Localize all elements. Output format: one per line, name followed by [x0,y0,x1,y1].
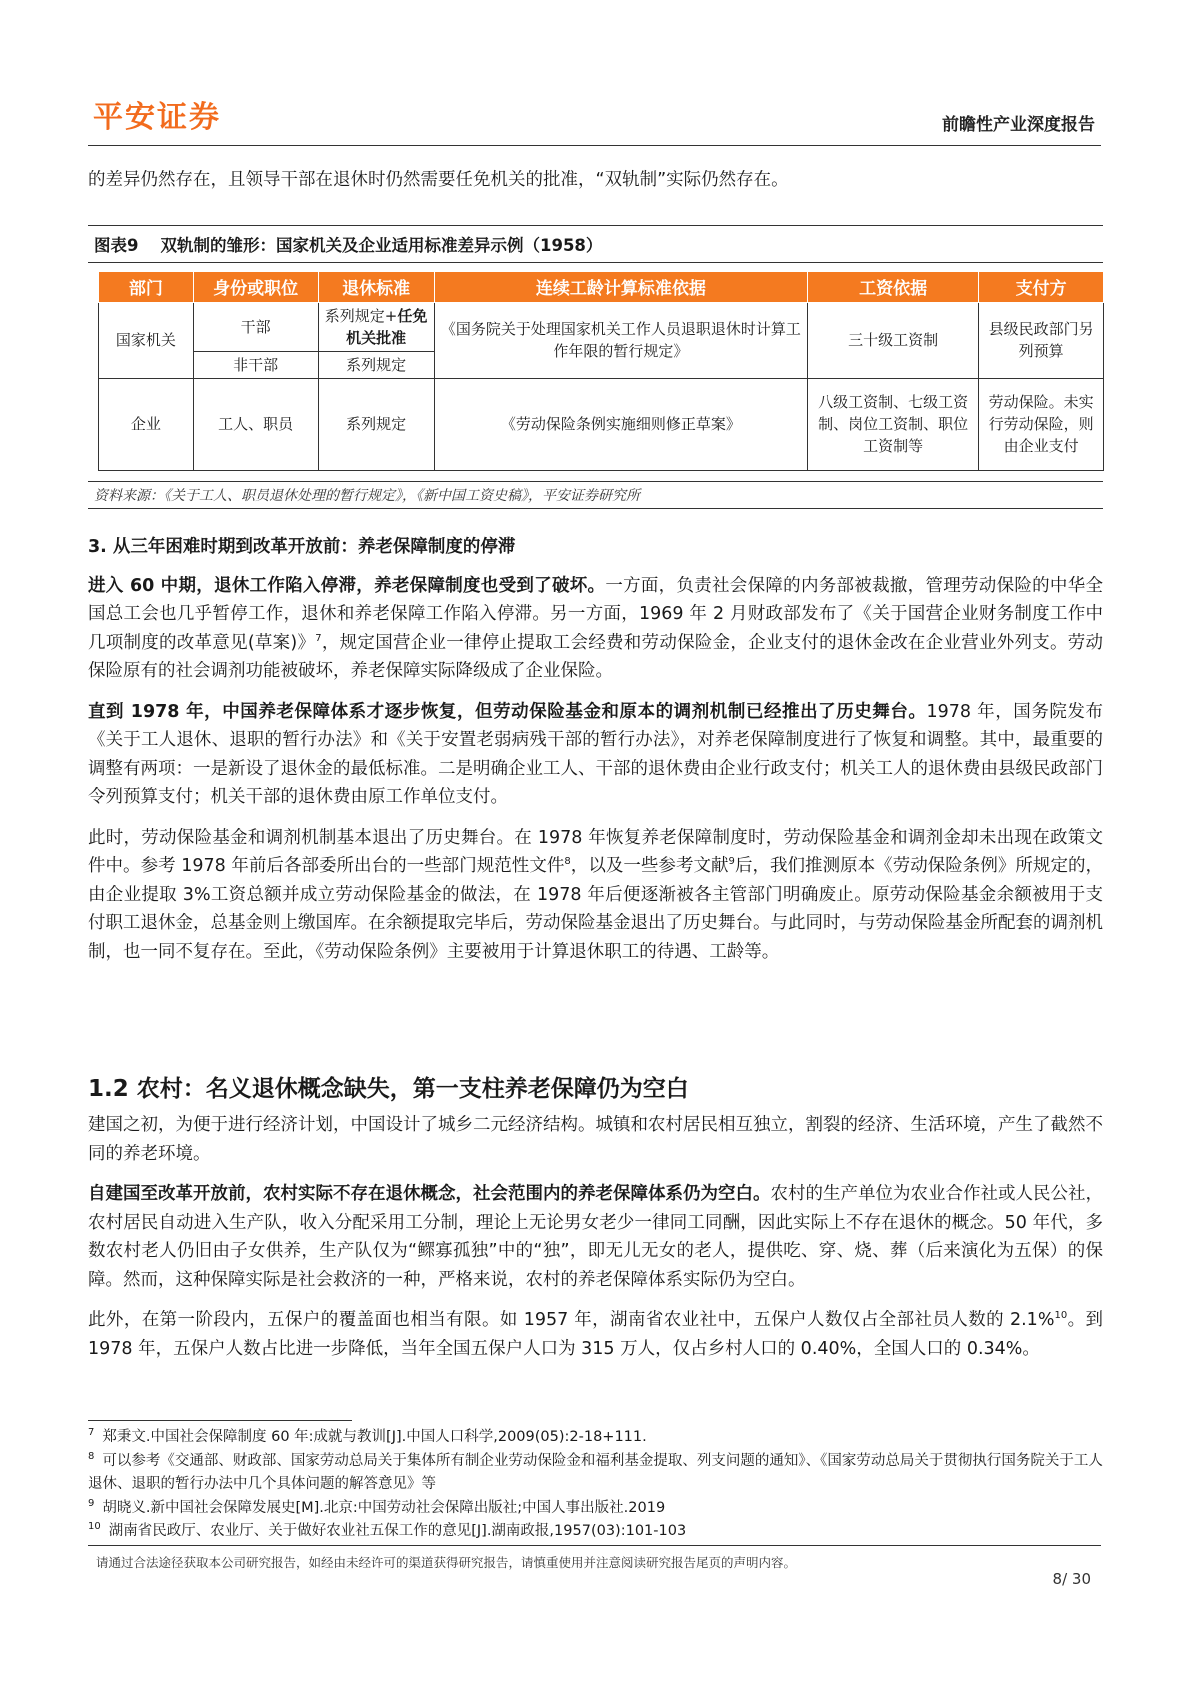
paragraph-text: 此时，劳动保险基金和调剂机制基本退出了历史舞台。在 1978 年恢复养老保障制度时，劳动保险基金和调剂金却未出现在政策文件中。参考 1978 年前后各部委所出台的一些部门规范性文件 [88,827,1103,876]
table-cell: 系列规定 [318,351,434,378]
paragraph [88,1306,1103,1363]
paragraph-lead: 直到 1978 年，中国养老保障体系才逐步恢复，但劳动保险基金和原本的调剂机制已经推出了历史舞台。 [88,701,927,722]
column-header: 支付方 [979,271,1104,302]
report-type: 前瞻性产业深度报告 [942,115,1095,135]
paragraph [88,698,1103,812]
footer-divider [88,1545,1101,1546]
paragraph-text: 。到 1978 年，五保户人数占比进一步降低，当年全国五保户人口为 315 万人，仅占乡村人口的 0.40%，全国人口的 0.34%。 [88,1310,1104,1359]
paragraph [88,1180,1103,1294]
figure-title: 双轨制的雏形：国家机关及企业适用标准差异示例（1958） [160,235,603,255]
paragraph-text: 此外，在第一阶段内，五保户的覆盖面也相当有限。如 1957 年，湖南省农业社中，五保户人数仅占全部社员人数的 2.1% [88,1310,1055,1330]
paragraph-text: 一方面，负责社会保障的内务部被裁撤，管理劳动保险的中华全国总工会也几乎暂停工作，退休和养老保障工作陷入停滞。另一方面，1969 年 2 月财政部发布了《关于国营企业财务制度工作中几项制度的改革意见(草案)》 [88,575,1104,653]
table-cell: 《国务院关于处理国家机关工作人员退职退休时计算工作年限的暂行规定》 [434,302,807,378]
footnote-ref[interactable]: 7 [315,632,322,644]
footnotes [88,1426,1103,1544]
paragraph-lead: 自建国至改革开放前，农村实际不存在退休概念，社会范围内的养老保障体系仍为空白。 [88,1184,771,1204]
table-row [99,378,1104,470]
page-number: 8/ 30 [1052,1570,1091,1588]
footnote [88,1426,1103,1450]
table-cell: 系列规定 [318,378,434,470]
page-content [88,166,1103,1363]
cell-text: 系列规定+ [324,306,398,325]
paragraph-text: 农村的生产单位为农业合作社或人民公社，农村居民自动进入生产队，收入分配采用工分制，理论上无论男女老少一律同工同酬，因此实际上不存在退休的概念。50 年代，多数农村老人仍旧由子女供养，生产队仅为“鳏寡孤独”中的“独”，即无儿无女的老人，提供吃、穿、烧、葬（后来演化为五保）的保障。然而，这种保障实际是社会救济的一种，严格来说，农村的养老保障体系实际仍为空白。 [88,1184,1103,1290]
table-cell [318,302,434,351]
column-header: 连续工龄计算标准依据 [434,271,807,302]
brand-logo: 平安证券 [93,100,221,135]
footnote [88,1520,1103,1544]
column-header: 部门 [99,271,194,302]
footnote [88,1450,1103,1497]
footnote-text: 胡晓义.新中国社会保障发展史[M].北京:中国劳动社会保障出版社;中国人事出版社.2019 [102,1499,666,1516]
paragraph [88,824,1103,967]
footnote-ref[interactable]: 10 [1054,1310,1068,1322]
table-cell: 非干部 [193,351,318,378]
intro-line: 的差异仍然存在，且领导干部在退休时仍然需要任免机关的批准，“双轨制”实际仍然存在。 [88,170,789,190]
paragraph: 建国之初，为便于进行经济计划，中国设计了城乡二元经济结构。城镇和农村居民相互独立，割裂的经济、生活环境，产生了截然不同的养老环境。 [88,1115,1103,1164]
footnote-text: 湖南省民政厅、农业厅、关于做好农业社五保工作的意见[J].湖南政报,1957(03):101-103 [108,1523,687,1539]
paragraph-text: ，以及一些参考文献 [570,856,729,876]
paragraph-text: 后，我们推测原本《劳动保险条例》所规定的，由企业提取 3%工资总额并成立劳动保险基金的做法，在 1978 年后便逐渐被各主管部门明确废止。原劳动保险基金余额被用于支付职工退休金，总基金则上缴国库。在余额提取完毕后，劳动保险基金退出了历史舞台。与此同时，与劳动保险基金所配套的调剂机制，也一同不复存在。至此，《劳动保险条例》主要被用于计算退休职工的待遇、工龄等。 [88,856,1104,962]
footnote-number: 7 [88,1427,95,1439]
table-header-row [99,271,1104,302]
paragraph-text: 1978 年，国务院发布《关于工人退休、退职的暂行办法》和《关于安置老弱病残干部的暂行办法》，对养老保障制度进行了恢复和调整。其中，最重要的调整有两项：一是新设了退休金的最低标准。二是明确企业工人、干部的退休费由企业行政支付；机关工人的退休费由县级民政部门令列预算支付；机关干部的退休费由原工作单位支付。 [88,701,1103,807]
figure-caption [88,225,1103,263]
footnote-number: 8 [88,1450,95,1462]
table-cell: 《劳动保险条例实施细则修正草案》 [434,378,807,470]
cell-text-bold: 任免机关批准 [346,306,428,347]
table-cell: 国家机关 [99,302,194,378]
footnote-divider [88,1420,352,1421]
table-cell: 企业 [99,378,194,470]
table-cell: 县级民政部门另列预算 [979,302,1104,378]
column-header: 身份或职位 [193,271,318,302]
table-cell: 三十级工资制 [808,302,979,378]
paragraph [88,572,1103,686]
figure-label: 图表9 [94,235,139,255]
footnote-number: 9 [88,1497,95,1509]
paragraph-text: ，规定国营企业一律停止提取工会经费和劳动保险金，企业支付的退休金改在企业营业外列支。劳动保险原有的社会调剂功能被破坏，养老保障实际降级成了企业保险。 [88,632,1104,681]
subsection-heading: 3. 从三年困难时期到改革开放前：养老保障制度的停滞 [88,536,516,557]
section-title: 1.2 农村：名义退休概念缺失，第一支柱养老保障仍为空白 [88,1076,689,1102]
dual-track-table [98,271,1104,471]
table-source: 资料来源：《关于工人、职员退休处理的暂行规定》，《新中国工资史稿》，平安证券研究所 [88,481,1103,509]
table-cell: 工人、职员 [193,378,318,470]
column-header: 工资依据 [808,271,979,302]
footnote-text: 郑秉文.中国社会保障制度 60 年:成就与教训[J].中国人口科学,2009(05):2-18+111. [102,1429,647,1445]
footnote-text: 可以参考《交通部、财政部、国家劳动总局关于集体所有制企业劳动保险金和福利基金提取、列支问题的通知》、《国家劳动总局关于贯彻执行国务院关于工人退休、退职的暂行办法中几个具体问题的解答意见》等 [88,1452,1103,1492]
table-cell: 八级工资制、七级工资制、岗位工资制、职位工资制等 [808,378,979,470]
footnote [88,1497,1103,1521]
footer-disclaimer: 请通过合法途径获取本公司研究报告，如经由未经许可的渠道获得研究报告，请慎重使用并注意阅读研究报告尾页的声明内容。 [96,1555,797,1570]
table-cell: 劳动保险。未实行劳动保险，则由企业支付 [979,378,1104,470]
table-cell: 干部 [193,302,318,351]
table-row [99,302,1104,351]
paragraph-lead: 进入 60 中期，退休工作陷入停滞，养老保障制度也受到了破坏。 [88,575,606,596]
header-divider [88,145,1101,146]
footnote-ref[interactable]: 9 [728,856,735,868]
column-header: 退休标准 [318,271,434,302]
footnote-ref[interactable]: 8 [564,856,571,868]
footnote-number: 10 [88,1521,101,1533]
